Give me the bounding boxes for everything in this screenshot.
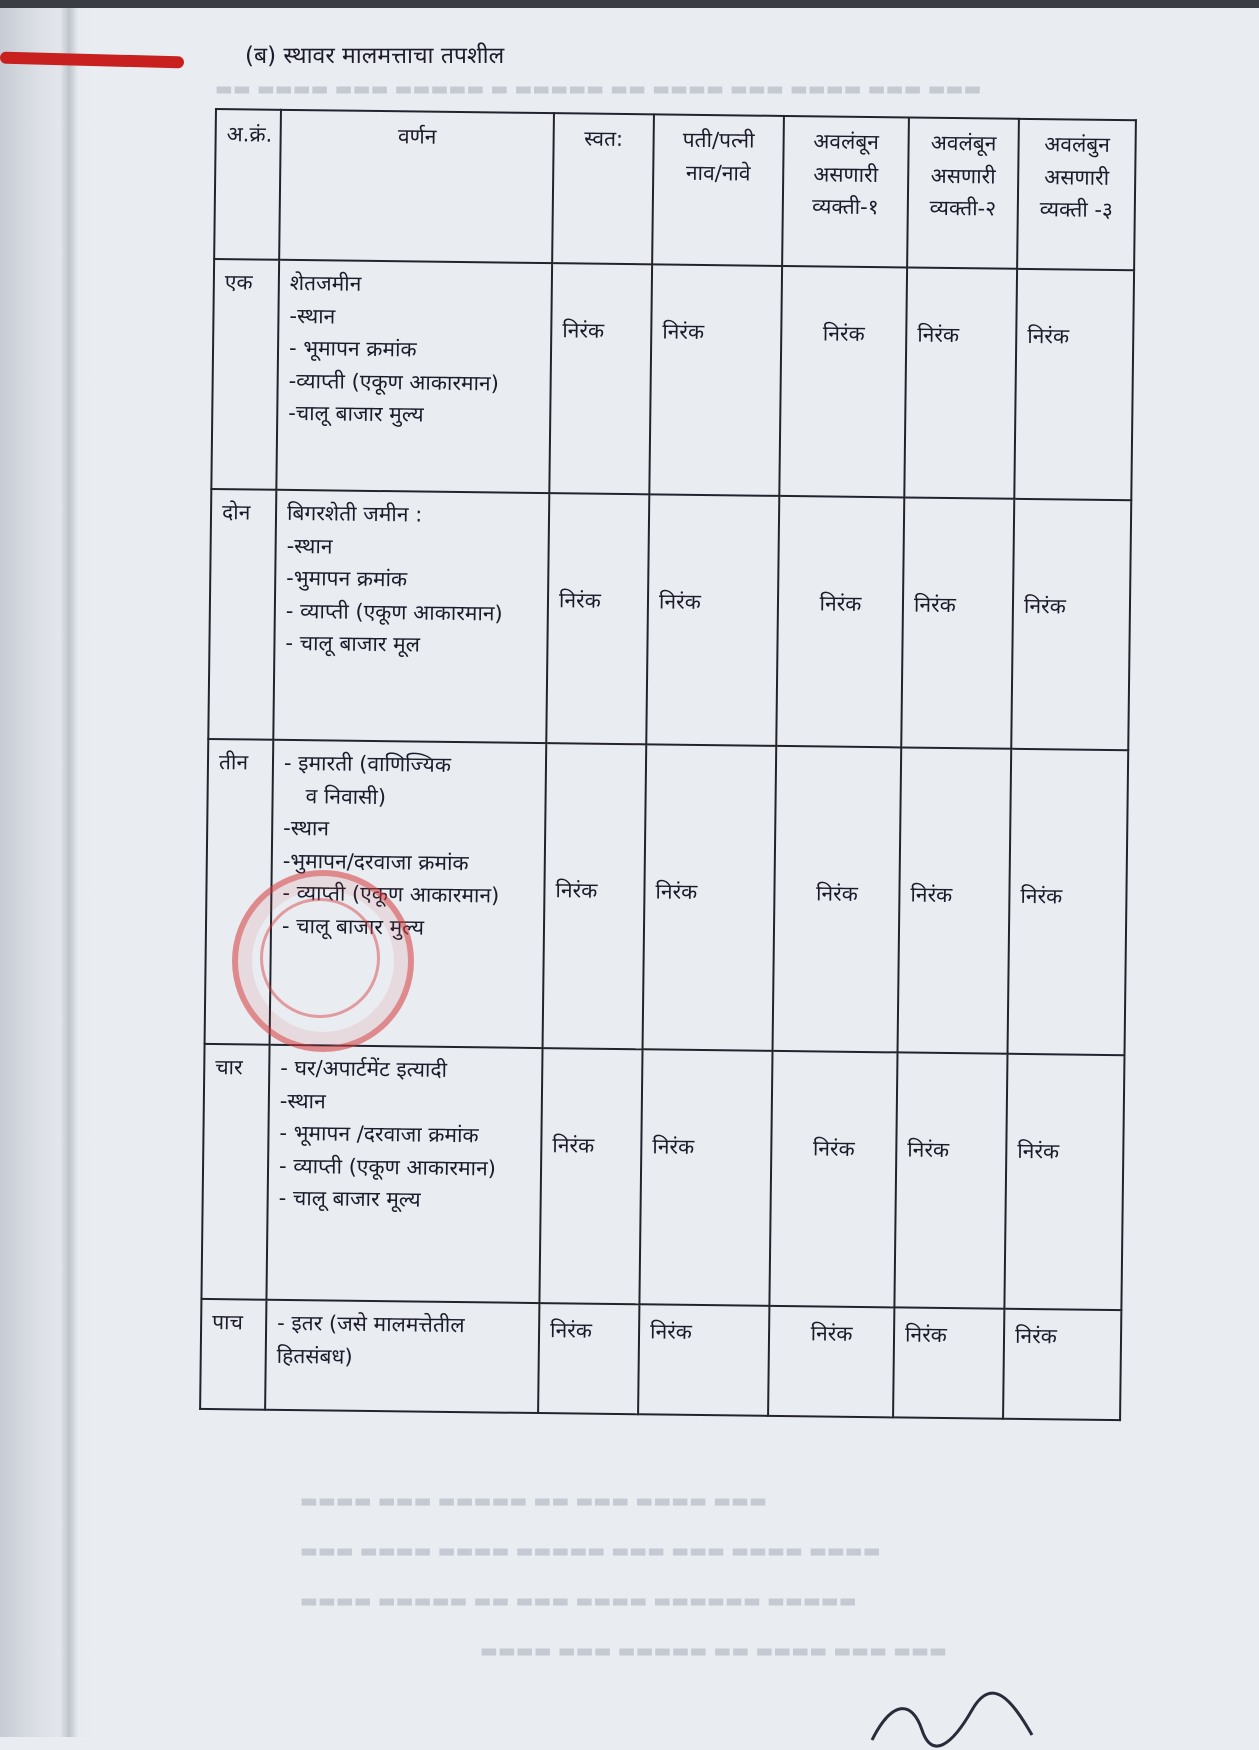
scan-top-edge xyxy=(0,0,1259,8)
table-row xyxy=(208,489,1131,750)
cell-self: निरंक xyxy=(546,493,649,744)
row-sr-no: एक xyxy=(211,259,279,490)
cell-dependent-3: निरंक xyxy=(1003,1309,1121,1420)
cell-dependent-2: निरंक xyxy=(904,267,1017,498)
section-heading: (ब) स्थावर मालमत्ताचा तपशील xyxy=(245,43,505,69)
cell-dependent-3: निरंक xyxy=(1008,749,1129,1055)
header-dependent-3-line: व्यक्ती -३ xyxy=(1039,197,1114,223)
show-through-text: ▬▬▬▬ ▬▬▬ ▬▬▬▬▬ ▬▬ ▬▬▬▬ ▬▬▬ ▬▬▬ xyxy=(480,1640,948,1662)
description-line: - इतर (जसे मालमत्तेतील xyxy=(277,1310,465,1338)
description-line: हितसंबध) xyxy=(276,1343,353,1369)
description-line: -भुमापन/दरवाजा क्रमांक xyxy=(282,848,469,875)
cell-spouse: निरंक xyxy=(649,264,782,496)
description-line: -स्थान xyxy=(283,815,330,841)
row-description xyxy=(273,490,549,743)
cell-dependent-1: निरंक xyxy=(773,746,902,1053)
cell-dependent-3: निरंक xyxy=(1014,269,1134,500)
description-line: - व्याप्ती (एकूण आकारमान) xyxy=(285,598,503,626)
row-sr-no: दोन xyxy=(208,489,276,740)
header-dependent-3 xyxy=(1017,119,1136,270)
row-description xyxy=(266,1045,542,1303)
description-line: - चालू बाजार मूल्य xyxy=(278,1186,421,1212)
header-self: स्वत: xyxy=(552,113,654,264)
cell-dependent-1: निरंक xyxy=(779,266,907,498)
description-line: व निवासी) xyxy=(305,783,387,809)
description-line: बिगरशेती जमीन : xyxy=(286,500,423,527)
description-line: - भूमापन /दरवाजा क्रमांक xyxy=(279,1120,479,1148)
header-dependent-2-line: अवलंबून xyxy=(930,130,997,156)
cell-spouse: निरंक xyxy=(639,1049,772,1306)
description-line: - घर/अपार्टमेंट इत्यादी xyxy=(280,1055,448,1082)
cell-spouse: निरंक xyxy=(643,744,777,1051)
description-line: - व्याप्ती (एकूण आकारमान) xyxy=(278,1153,497,1181)
table-row xyxy=(201,1044,1124,1310)
header-dependent-3-line: असणारी xyxy=(1044,164,1110,190)
description-line: - इमारती (वाणिज्यिक xyxy=(283,750,452,777)
row-sr-no: तीन xyxy=(205,739,274,1045)
header-dependent-2-line: असणारी xyxy=(930,163,996,189)
show-through-text: ▬▬▬▬ ▬▬▬▬▬ ▬▬ ▬▬▬ ▬▬▬▬ ▬▬▬▬▬▬ ▬▬▬▬▬ xyxy=(300,1590,857,1612)
header-sr-no: अ.क्रं. xyxy=(214,109,281,260)
table-row xyxy=(200,1299,1121,1420)
cell-dependent-2: निरंक xyxy=(894,1052,1007,1308)
show-through-text: ▬▬ ▬▬▬▬ ▬▬▬ ▬▬▬▬▬ ▬ ▬▬▬▬▬ ▬▬ ▬▬▬▬ ▬▬▬ ▬▬▬▬ ▬▬▬ ▬▬▬ xyxy=(215,78,982,100)
cell-dependent-2: निरंक xyxy=(893,1307,1004,1418)
show-through-text: ▬▬▬▬ ▬▬▬ ▬▬▬▬▬ ▬▬ ▬▬▬ ▬▬▬▬ ▬▬▬ xyxy=(300,1490,768,1512)
row-description xyxy=(276,260,552,493)
cell-self: निरंक xyxy=(543,743,647,1049)
cell-self: निरंक xyxy=(549,263,652,494)
header-description: वर्णन xyxy=(279,110,554,263)
header-dependent-2 xyxy=(907,117,1019,268)
notary-stamp-inner-ring xyxy=(260,898,380,1018)
signature-mark xyxy=(862,1690,1062,1750)
description-line: -स्थान xyxy=(279,1088,326,1113)
row-sr-no: चार xyxy=(201,1044,269,1300)
description-line: - भूमापन क्रमांक xyxy=(288,336,417,362)
show-through-text: ▬▬▬ ▬▬▬▬ ▬▬▬▬ ▬▬▬▬▬ ▬▬▬ ▬▬▬ ▬▬▬▬ ▬▬▬▬ xyxy=(300,1540,881,1562)
cell-spouse: निरंक xyxy=(638,1304,769,1416)
table-header-row xyxy=(214,109,1136,270)
header-spouse-line: पती/पत्नी xyxy=(682,127,755,153)
description-line: - चालू बाजार मूल xyxy=(285,631,421,657)
cell-dependent-1: निरंक xyxy=(769,1051,897,1308)
cell-dependent-3: निरंक xyxy=(1011,499,1131,750)
header-dependent-1-line: व्यक्ती-१ xyxy=(811,194,879,220)
header-dependent-3-line: अवलंबुन xyxy=(1044,132,1111,157)
description-line: -स्थान xyxy=(289,303,336,329)
cell-self: निरंक xyxy=(538,1303,639,1414)
header-spouse xyxy=(652,114,784,266)
cell-dependent-2: निरंक xyxy=(898,747,1012,1053)
notary-stamp xyxy=(232,870,414,1052)
description-line: - व्याप्ती (एकूण आकारमान) xyxy=(282,881,500,908)
header-dependent-1-line: असणारी xyxy=(813,161,879,187)
table-row xyxy=(211,259,1134,500)
description-line: - चालू बाजार मुल्य xyxy=(281,913,425,940)
binding-shadow xyxy=(60,0,78,1737)
cell-dependent-2: निरंक xyxy=(901,497,1014,748)
header-dependent-1 xyxy=(782,116,909,268)
cell-dependent-3: निरंक xyxy=(1004,1054,1124,1310)
header-spouse-line: नाव/नावे xyxy=(685,160,751,186)
cell-dependent-1: निरंक xyxy=(776,496,904,748)
description-line: -व्याप्ती (एकूण आकारमान) xyxy=(288,368,499,396)
cell-self: निरंक xyxy=(539,1048,642,1304)
cell-spouse: निरंक xyxy=(646,494,779,746)
header-dependent-1-line: अवलंबून xyxy=(813,129,880,155)
page-binding-edge xyxy=(0,0,92,1737)
description-line: -भुमापन क्रमांक xyxy=(286,566,408,592)
description-line: -स्थान xyxy=(286,533,333,559)
row-description xyxy=(265,1300,539,1413)
immovable-assets-table xyxy=(199,108,1137,1421)
description-line: शेतजमीन xyxy=(289,270,362,296)
description-line: -चालू बाजार मुल्य xyxy=(288,401,424,427)
header-dependent-2-line: व्यक्ती-२ xyxy=(929,195,997,221)
row-sr-no: पाच xyxy=(200,1299,266,1410)
cell-dependent-1: निरंक xyxy=(768,1306,894,1418)
